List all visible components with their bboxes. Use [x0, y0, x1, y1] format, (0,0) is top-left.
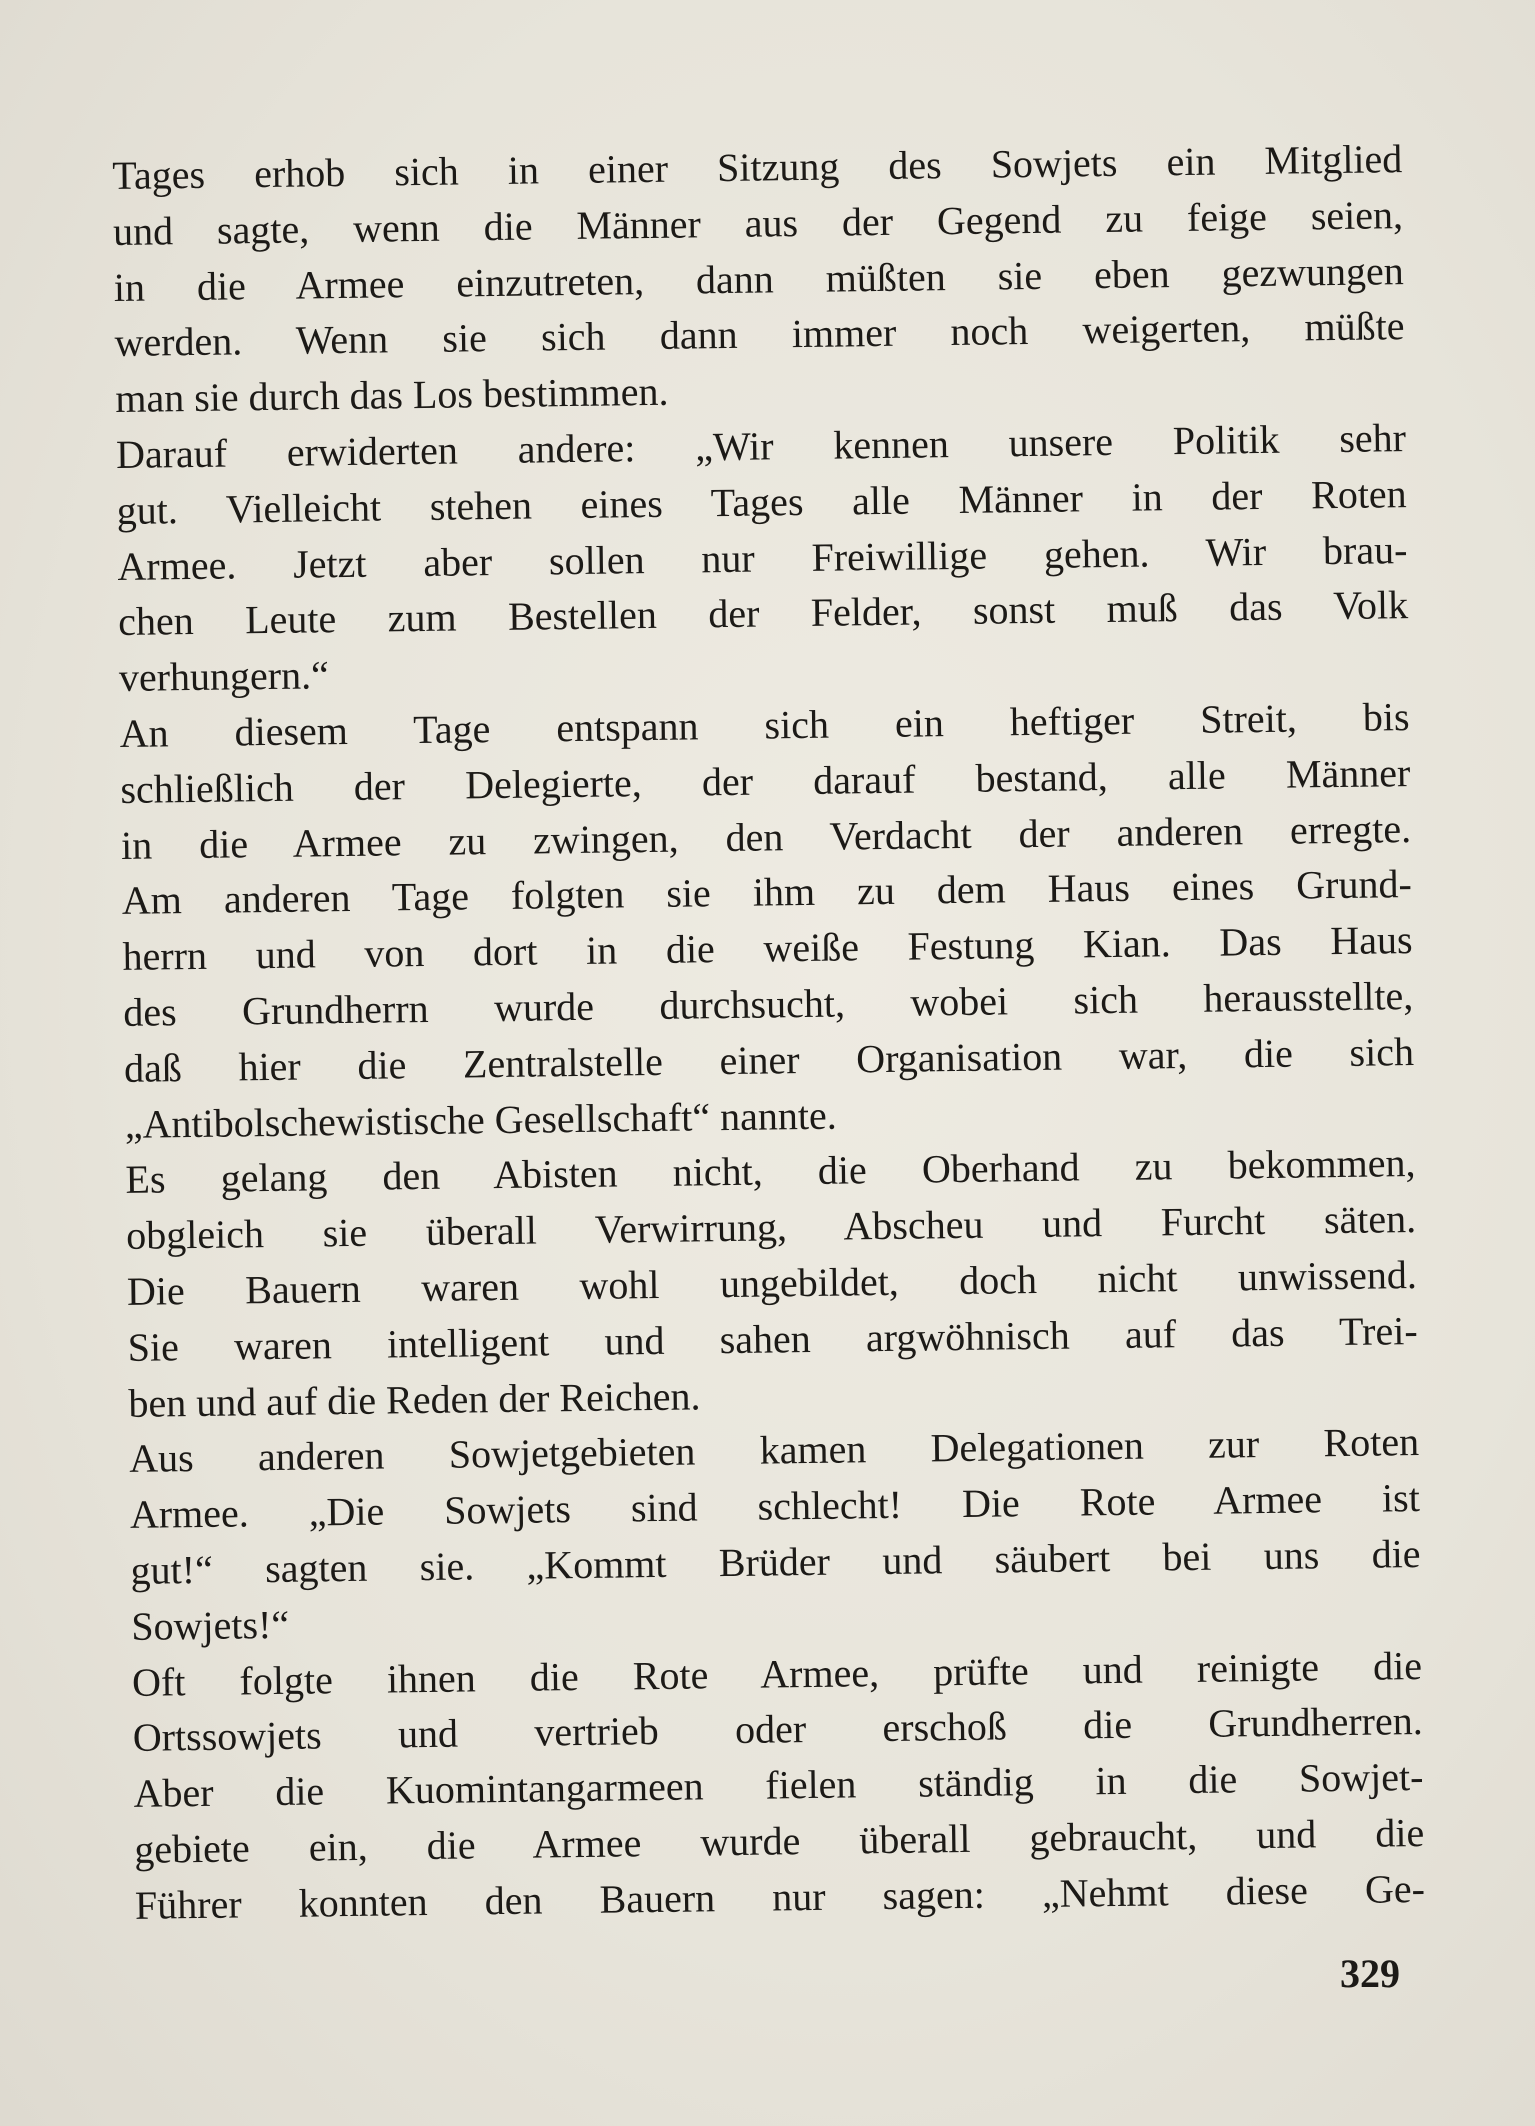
body-text — [112, 131, 1425, 1933]
text-line: gut!“ sagten sie. „Kommt Brüder und säubert bei uns die — [130, 1530, 1421, 1593]
text-line: Am anderen Tage folgten sie ihm zu dem Haus eines Grund- — [121, 861, 1413, 924]
text-line: gut. Vielleicht stehen eines Tages alle Männer in der Roten — [116, 470, 1407, 533]
text-line: Armee. „Die Sowjets sind schlecht! Die Rote Armee ist — [129, 1475, 1421, 1538]
text-line: verhungern.“ — [118, 652, 330, 701]
text-line: man sie durch das Los bestimmen. — [114, 368, 669, 422]
text-line: Aber die Kuomintangarmeen fielen ständig in die Sowjet- — [133, 1754, 1424, 1816]
text-line: gebiete ein, die Armee wurde überall gebraucht, und die — [133, 1809, 1425, 1872]
text-line: schließlich der Delegierte, der darauf bestand, alle Männer — [120, 749, 1411, 812]
text-line: An diesem Tage entspann sich ein heftiger Streit, bis — [119, 694, 1410, 756]
text-line: werden. Wenn sie sich dann immer noch weigerten, müßte — [114, 303, 1405, 366]
text-line: Führer konnten den Bauern nur sagen: „Nehmt diese Ge- — [134, 1865, 1426, 1928]
text-line: Die Bauern waren wohl ungebildet, doch nicht unwissend. — [126, 1251, 1418, 1314]
text-line: Sie waren intelligent und sahen argwöhnisch auf das Trei- — [127, 1307, 1418, 1370]
text-line: in die Armee einzutreten, dann müßten sie eben gezwungen — [113, 247, 1405, 310]
text-line: ben und auf die Reden der Reichen. — [128, 1372, 701, 1426]
text-line: chen Leute zum Bestellen der Felder, sonst muß das Volk — [117, 582, 1409, 645]
text-line: „Antibolschewistische Gesellschaft“ nannte. — [124, 1092, 838, 1147]
text-line: Ortssowjets und vertrieb oder erschoß die Grundherren. — [132, 1698, 1423, 1761]
text-line: herrn und von dort in die weiße Festung Kian. Das Haus — [122, 917, 1413, 980]
text-line: Sowjets!“ — [131, 1601, 290, 1649]
text-line: obgleich sie überall Verwirrung, Abscheu und Furcht säten. — [125, 1196, 1417, 1259]
text-line: Darauf erwiderten andere: „Wir kennen unsere Politik sehr — [115, 415, 1407, 477]
page-number: 329 — [1340, 1951, 1400, 1996]
text-line: Armee. Jetzt aber sollen nur Freiwillige gehen. Wir brau- — [117, 526, 1408, 589]
text-line: Aus anderen Sowjetgebieten kamen Delegationen zur Roten — [128, 1419, 1420, 1482]
text-line: Es gelang den Abisten nicht, die Oberhand zu bekommen, — [125, 1140, 1416, 1203]
text-line: des Grundherrn wurde durchsucht, wobei sich herausstellte, — [123, 972, 1414, 1035]
text-line: Tages erhob sich in einer Sitzung des Sowjets ein Mitglied — [112, 136, 1403, 198]
text-line: Oft folgte ihnen die Rote Armee, prüfte und reinigte die — [131, 1642, 1423, 1705]
text-line: daß hier die Zentralstelle einer Organisation war, die sich — [123, 1028, 1415, 1091]
text-line: und sagte, wenn die Männer aus der Gegend zu feige seien, — [112, 191, 1404, 254]
text-line: in die Armee zu zwingen, den Verdacht der anderen erregte. — [120, 805, 1412, 868]
